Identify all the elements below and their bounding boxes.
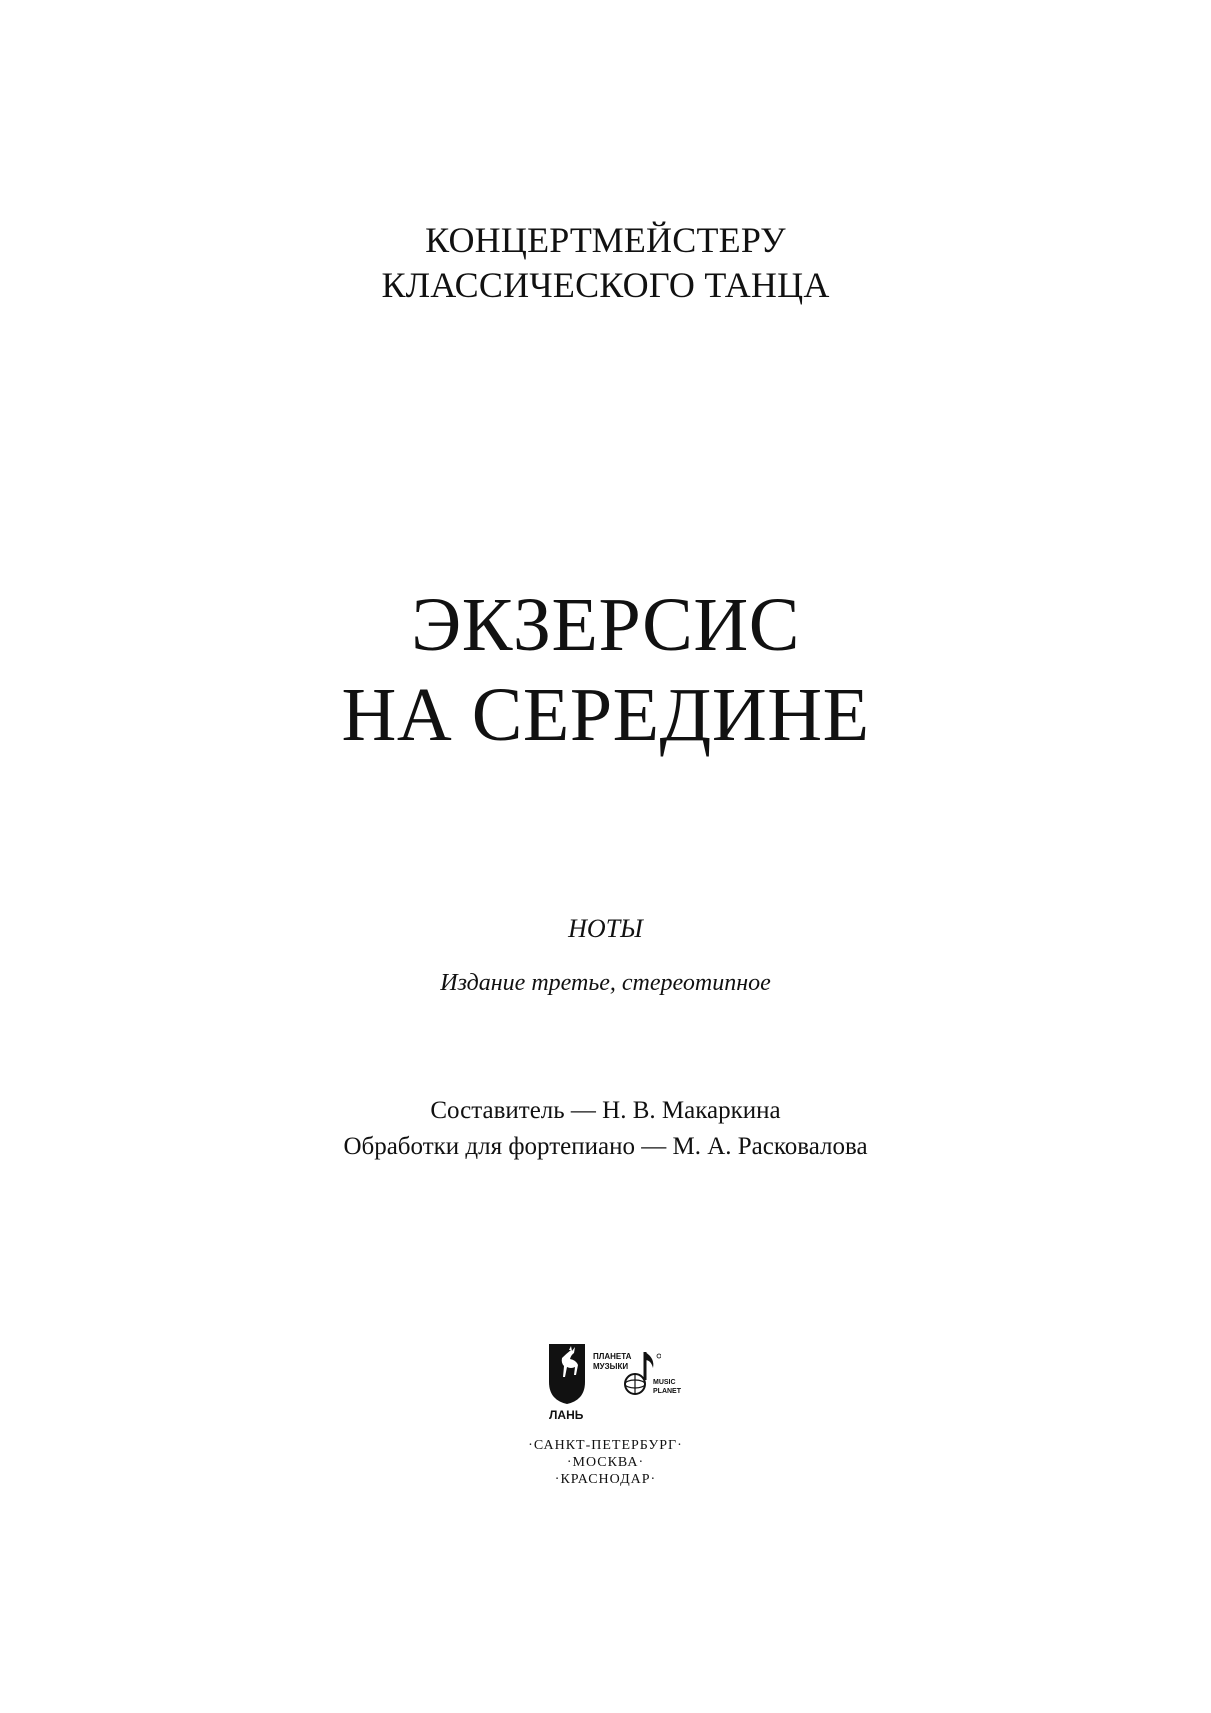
genre-label: НОТЫ xyxy=(568,914,643,943)
city-saint-petersburg: ·САНКТ-ПЕТЕРБУРГ· xyxy=(528,1438,683,1453)
deer-icon xyxy=(545,1342,589,1406)
lan-label: ЛАНЬ xyxy=(549,1408,584,1422)
planeta-line2: МУЗЫКИ xyxy=(593,1362,629,1371)
music-planet-line2: PLANET xyxy=(653,1388,681,1395)
compiler-credit: Составитель — Н. В. Макаркина xyxy=(430,1097,781,1124)
city-moscow: ·МОСКВА· xyxy=(566,1455,645,1470)
arranger-credit: Обработки для фортепиано — М. А. Расковалова xyxy=(343,1133,868,1160)
publisher-cities xyxy=(0,1437,1211,1488)
edition-label: Издание третье, стереотипное xyxy=(440,970,771,996)
planeta-line1: ПЛАНЕТА xyxy=(593,1352,632,1361)
series-title xyxy=(0,218,1211,308)
music-planet-label xyxy=(653,1378,681,1396)
book-title-line1: ЭКЗЕРСИС xyxy=(411,583,800,667)
music-planet-line1: MUSIC xyxy=(653,1379,676,1386)
book-title xyxy=(0,580,1211,760)
series-title-line2: КЛАССИЧЕСКОГО ТАНЦА xyxy=(381,265,830,305)
series-title-line1: КОНЦЕРТМЕЙСТЕРУ xyxy=(425,220,786,260)
credits xyxy=(0,1093,1211,1165)
city-krasnodar: ·КРАСНОДАР· xyxy=(554,1472,657,1487)
publisher-logo xyxy=(545,1342,681,1422)
book-title-line2: НА СЕРЕДИНЕ xyxy=(341,673,870,757)
